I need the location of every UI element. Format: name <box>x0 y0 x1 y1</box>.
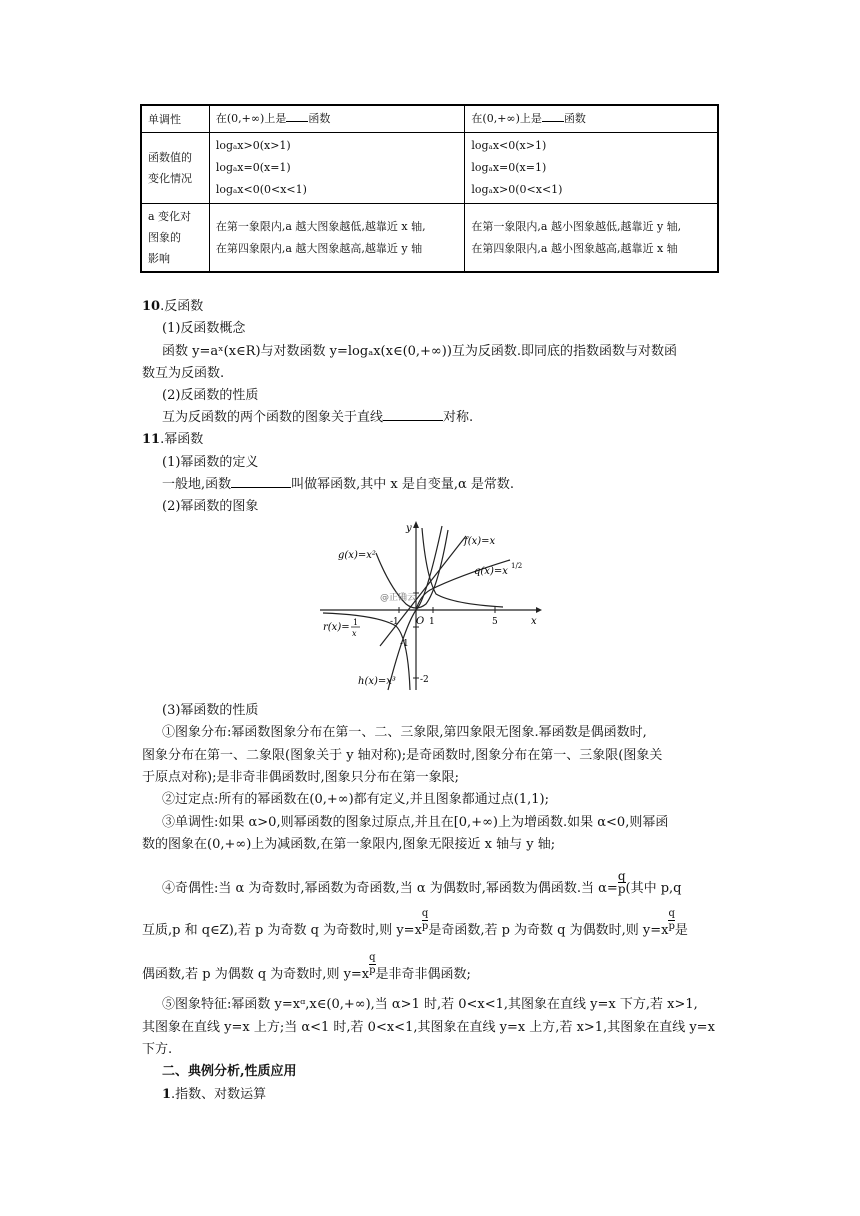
paragraph-line: 图象分布在第一、二象限(图象关于 y 轴对称);是奇函数时,图象分布在第一、三象限(图象关 <box>142 748 663 763</box>
label-h: h(x)=x³ <box>358 676 396 687</box>
table-cell: logₐx>0(x>1) logₐx=0(x=1) logₐx<0(0<x<1) <box>209 133 465 204</box>
label-f: f(x)=x <box>464 536 496 547</box>
label-q-exponent: 1/2 <box>511 562 523 570</box>
section-10-title: 10.反函数 <box>142 299 204 314</box>
row-header: 函数值的 变化情况 <box>141 133 209 204</box>
tick-label-5: 5 <box>492 617 498 627</box>
exponent-fraction: $\frac{q}{p}$ <box>421 908 429 932</box>
paragraph-line: ①图象分布:幂函数图象分布在第一、二、三象限,第四象限无图象.幂函数是偶函数时, <box>162 725 647 740</box>
paragraph-line: 互为反函数的两个函数的图象关于直线 对称. <box>162 410 474 425</box>
table-cell: 在(0,+∞)上是 函数 <box>465 105 718 133</box>
log-properties-table <box>140 104 719 273</box>
fill-blank <box>542 109 564 122</box>
x-axis-arrow <box>536 607 542 613</box>
table-cell: 在第一象限内,a 越大图象越低,越靠近 x 轴, 在第四象限内,a 越大图象越高,越靠近 y 轴 <box>209 204 465 273</box>
watermark: @正确云 <box>380 593 417 603</box>
part-2-heading: 二、典例分析,性质应用 <box>162 1064 297 1079</box>
axis-label-x: x <box>531 616 537 627</box>
tick-label-neg2: -2 <box>420 675 429 685</box>
row-header: 单调性 <box>141 105 209 133</box>
subheading: (2)反函数的性质 <box>162 388 259 403</box>
exponent-fraction: $\frac{q}{p}$ <box>369 952 376 976</box>
paragraph-line: 其图象在直线 y=x 上方;当 α<1 时,若 0<x<1,其图象在直线 y=x 上方,若 x>1,其图象在直线 y=x <box>142 1020 715 1035</box>
table-row <box>141 105 718 133</box>
label-r-numerator: 1 <box>353 618 359 627</box>
table-row <box>141 204 718 273</box>
y-axis-arrow <box>413 521 419 528</box>
curve-f-x <box>380 536 466 646</box>
fill-blank <box>231 475 291 488</box>
fill-blank <box>383 408 443 421</box>
subheading: (1)幂函数的定义 <box>162 455 259 470</box>
paragraph-line: 于原点对称);是非奇非偶函数时,图象只分布在第一象限; <box>142 770 459 785</box>
paragraph-line: 数互为反函数. <box>142 366 225 381</box>
exponent-fraction: $\frac{q}{p}$ <box>668 908 675 932</box>
paragraph-line: ④奇偶性:当 α 为奇数时,幂函数为奇函数,当 α 为偶数时,幂函数为偶函数.当 α= $\frac{q}{p}$ (其中 p,q <box>162 869 682 896</box>
subheading: (1)反函数概念 <box>162 321 246 336</box>
fill-blank <box>286 109 308 122</box>
row-header: a 变化对 图象的 影响 <box>141 204 209 273</box>
subheading: 1.指数、对数运算 <box>162 1087 267 1102</box>
paragraph-line: 下方. <box>142 1042 173 1057</box>
label-r-denominator: x <box>352 629 357 638</box>
paragraph-line: 数的图象在(0,+∞)上为减函数,在第一象限内,图象无限接近 x 轴与 y 轴; <box>142 837 556 852</box>
paragraph-line: 偶函数,若 p 为偶数 q 为奇数时,则 y=x $\frac{q}{p}$ 是非奇非偶函数; <box>142 952 471 982</box>
paragraph-line: ③单调性:如果 α>0,则幂函数的图象过原点,并且在[0,+∞)上为增函数.如果 α<0,则幂函 <box>162 815 669 830</box>
label-r: r(x)= <box>323 622 350 633</box>
paragraph-line: 互质,p 和 q∈Z),若 p 为奇数 q 为奇数时,则 y=x $\frac{q}{p}$ 是奇函数,若 p 为奇数 q 为偶数时,则 y=x $\frac{q}{p}$ 是 <box>142 908 688 938</box>
origin-label: O <box>416 616 425 627</box>
paragraph-line: 一般地,函数 叫做幂函数,其中 x 是自变量,α 是常数. <box>162 477 515 492</box>
paragraph-line: ⑤图象特征:幂函数 y=xᵅ,x∈(0,+∞),当 α>1 时,若 0<x<1,其图象在直线 y=x 下方,若 x>1, <box>162 997 698 1012</box>
tick-label-neg1-y: -1 <box>400 639 409 649</box>
section-11-title: 11.幂函数 <box>142 432 204 447</box>
table-cell: logₐx<0(x>1) logₐx=0(x=1) logₐx>0(0<x<1) <box>465 133 718 204</box>
power-function-graph <box>318 518 543 692</box>
subheading: (3)幂函数的性质 <box>162 703 259 718</box>
label-g: g(x)=x² <box>338 550 376 561</box>
tick-label-neg1-x: -1 <box>390 617 399 627</box>
fraction-q-over-p: $\frac{q}{p}$ <box>617 869 626 896</box>
table-cell: 在(0,+∞)上是 函数 <box>209 105 465 133</box>
subheading: (2)幂函数的图象 <box>162 499 259 514</box>
label-q: q(x)=x <box>474 566 508 577</box>
table-row <box>141 133 718 204</box>
table-cell: 在第一象限内,a 越小图象越低,越靠近 y 轴, 在第四象限内,a 越小图象越高,越靠近 x 轴 <box>465 204 718 273</box>
axis-label-y: y <box>406 523 412 534</box>
tick-label-1: 1 <box>429 617 435 627</box>
paragraph-line: ②过定点:所有的幂函数在(0,+∞)都有定义,并且图象都通过点(1,1); <box>162 792 549 807</box>
paragraph-line: 函数 y=aˣ(x∈R)与对数函数 y=logₐx(x∈(0,+∞))互为反函数.即同底的指数函数与对数函 <box>162 344 678 359</box>
